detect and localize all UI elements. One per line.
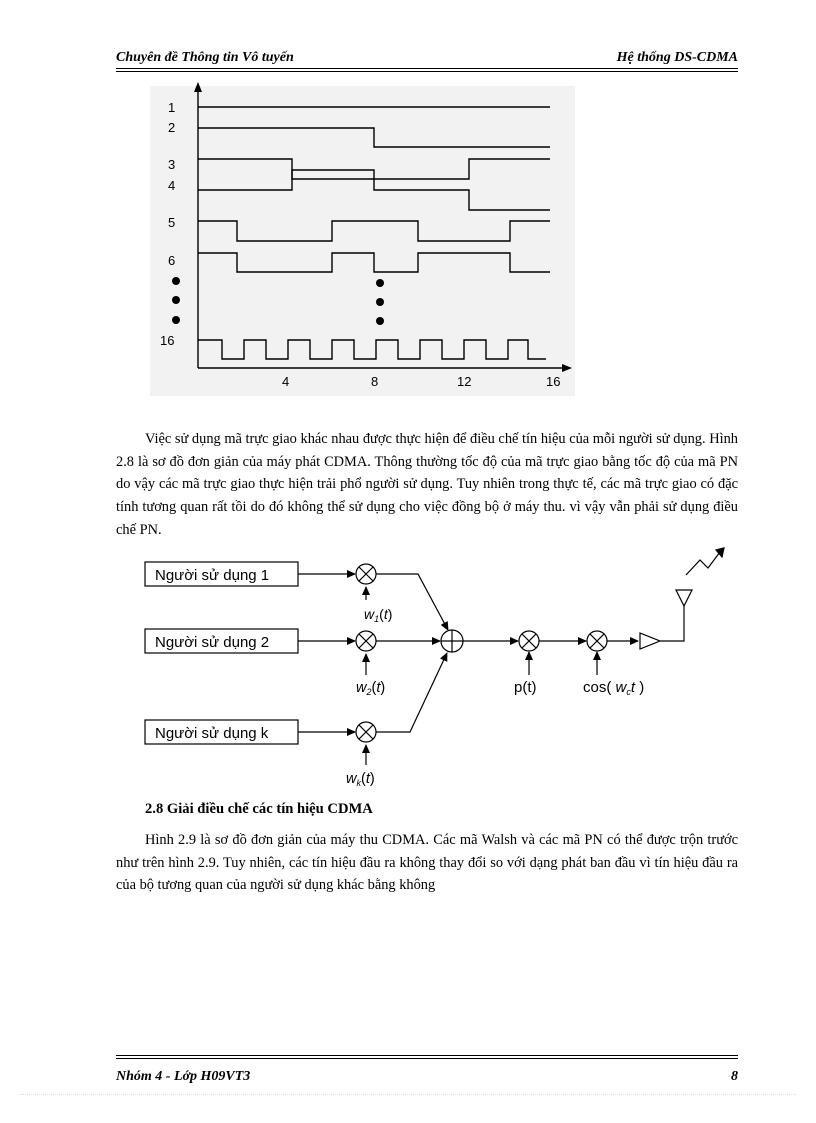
- multiplier-1: [356, 564, 376, 584]
- row-label: 16: [160, 333, 175, 348]
- pt-label: p(t): [514, 679, 537, 696]
- multiplier-2: [356, 631, 376, 651]
- x-tick-label: 12: [457, 374, 472, 389]
- row-label: 5: [168, 215, 176, 230]
- footer-rule: [116, 1055, 738, 1056]
- header-right: Hệ thống DS-CDMA: [616, 50, 738, 65]
- amplifier: [640, 633, 660, 649]
- row-label: 6: [168, 253, 176, 268]
- footer-rule-2: [116, 1058, 738, 1059]
- w1-label: $w_1(t)$: [364, 606, 393, 624]
- x-tick-label: 8: [371, 374, 379, 389]
- antenna-feed: [660, 606, 684, 641]
- x-tick-label: 16: [546, 374, 561, 389]
- page-bottom-divider: [20, 1094, 796, 1095]
- w2-label: $w_2(t)$: [356, 680, 386, 697]
- antenna-icon: [676, 590, 692, 606]
- row-label: 4: [168, 178, 176, 193]
- row-label: 1: [168, 100, 176, 115]
- user-1-label: Người sử dụng 1: [155, 567, 270, 584]
- pn-multiplier: [519, 631, 539, 651]
- carrier-multiplier: [587, 631, 607, 651]
- user-2-label: Người sử dụng 2: [155, 634, 270, 651]
- wk-label: $w_k(t)$: [346, 771, 375, 788]
- summer: [441, 630, 463, 652]
- arrow: [376, 653, 447, 732]
- page-number: 8: [731, 1069, 738, 1084]
- paragraph-2: Hình 2.9 là sơ đồ đơn giản của máy thu CDMA. Các mã Walsh và các mã PN có thể được trộn trước như trên hình 2.9. Tuy nhiên, các tín hiệu đầu ra không thay đổi so với dạng phát ban đầu vì tín hiệu đầu ra của bộ tương quan của người sử dụng khác bằng không: [116, 832, 738, 894]
- section-title: 2.8 Giải điều chế các tín hiệu CDMA: [145, 801, 373, 817]
- paragraph-1: Việc sử dụng mã trực giao khác nhau được thực hiện để điều chế tín hiệu của mỗi người sử dụng. Hình 2.8 là sơ đồ đơn giản của máy phát CDMA. Thông thường tốc độ của mã trực giao bằng tốc độ của mã PN do vậy các mã trực giao thực hiện trải phổ người sử dụng. Tuy nhiên trong thực tế, các mã trực giao có đặc tính tương quan rất tồi do đó không thể sử dụng cho việc đồng bộ ở máy thu. vì vậy vẫn phải sử dụng điều chế PN.: [116, 431, 738, 538]
- carrier-label: cos( $w_ct$ ): [583, 679, 645, 697]
- radio-wave-icon: [686, 552, 720, 575]
- header-left: Chuyên đề Thông tin Vô tuyến: [116, 50, 294, 65]
- row-label: 2: [168, 120, 176, 135]
- footer-left: Nhóm 4 - Lớp H09VT3: [116, 1069, 251, 1084]
- x-tick-label: 4: [282, 374, 290, 389]
- multiplier-k: [356, 722, 376, 742]
- user-k-label: Người sử dụng k: [155, 725, 269, 742]
- row-label: 3: [168, 157, 176, 172]
